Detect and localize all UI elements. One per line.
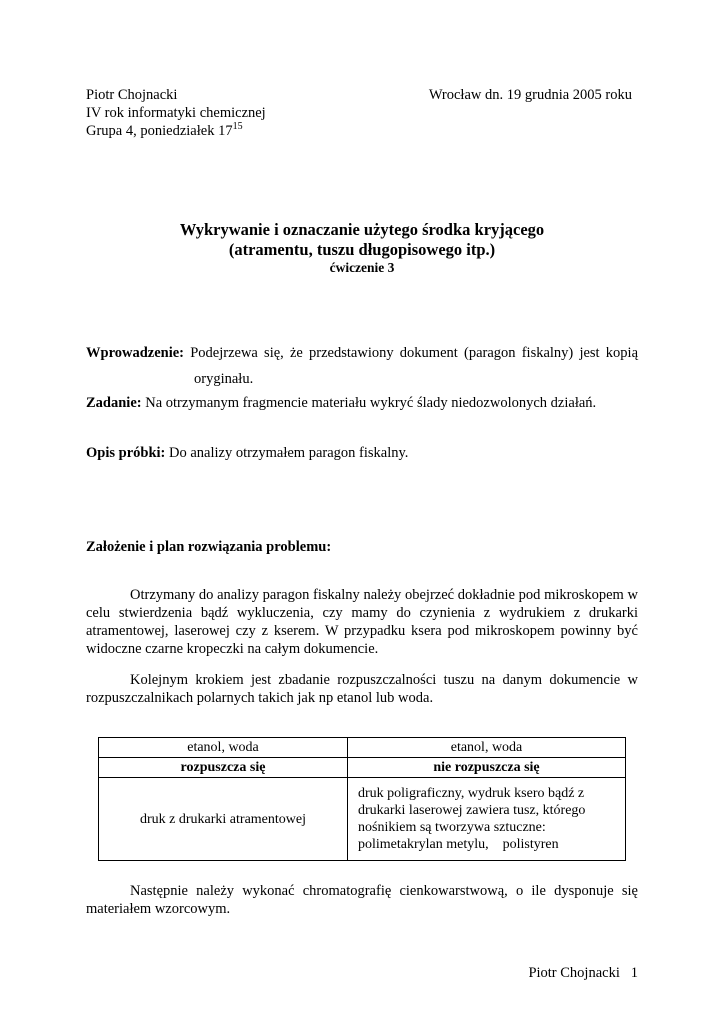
group-time-sup: 15 [232, 121, 243, 132]
footer-author: Piotr Chojnacki [528, 965, 620, 981]
page-footer [480, 964, 638, 982]
paragraph-chromatography: Następnie należy wykonać chromatografię cienkowarstwową, o ile dysponuje się materiałem wzorcowym. [86, 883, 638, 917]
introduction-text-1: Podejrzewa się, że przedstawiony dokument (paragon fiskalny) jest kopią [190, 345, 639, 361]
introduction [86, 344, 638, 392]
table-cell [348, 778, 626, 861]
table-cell: etanol, woda [99, 738, 348, 758]
study-year: IV rok informatyki chemicznej [86, 105, 266, 121]
sample-text: Do analizy otrzymałem paragon fiskalny. [169, 445, 409, 461]
paragraph-solubility: Kolejnym krokiem jest zbadanie rozpuszczalności tuszu na danym dokumencie w rozpuszczalnikach polarnych takich jak np etanol lub woda. [86, 672, 638, 706]
exercise-label: ćwiczenie 3 [329, 260, 395, 275]
title-line-1: Wykrywanie i oznaczanie użytego środka kryjącego [179, 220, 545, 239]
task [86, 394, 638, 412]
group-text: Grupa 4, poniedziałek 17 [86, 123, 233, 139]
group-line [86, 122, 386, 140]
table-row [99, 778, 626, 861]
table-cell-line: druk poligraficzny, wydruk ksero bądź z [358, 786, 585, 801]
author-block [86, 86, 386, 140]
introduction-line-1 [86, 344, 638, 366]
title-line-2: (atramentu, tuszu długopisowego itp.) [228, 240, 496, 259]
table-cell: druk z drukarki atramentowej [99, 778, 348, 861]
page-number: 1 [630, 965, 638, 981]
place-date: Wrocław dn. 19 grudnia 2005 roku [428, 87, 632, 103]
introduction-label: Wprowadzenie: [86, 345, 185, 361]
table-cell: rozpuszcza się [99, 758, 348, 778]
solubility-table [98, 737, 626, 861]
introduction-text-2: oryginału. [194, 371, 254, 387]
paragraph-microscope: Otrzymany do analizy paragon fiskalny należy obejrzeć dokładnie pod mikroskopem w celu stwierdzenia bądź wykluczenia, czy mamy do czynienia z wydrukiem z drukarki atramentowej, laserowej czy z kserem. W przypadku ksera pod mikroskopem powinny być widoczne czarne kropeczki na całym dokumencie. [86, 587, 638, 657]
sample-label: Opis próbki: [86, 445, 166, 461]
table-cell-line: drukarki laserowej zawiera tusz, którego [358, 803, 586, 818]
section-heading: Założenie i plan rozwiązania problemu: [86, 539, 332, 555]
table-row [99, 738, 626, 758]
table-cell-line: nośnikiem są tworzywa sztuczne: [358, 820, 546, 835]
document-title [86, 220, 638, 276]
table-cell-line: polimetakrylan metylu, polistyren [358, 837, 559, 852]
author-name: Piotr Chojnacki [86, 87, 178, 103]
sample-description [86, 444, 638, 462]
table-cell: nie rozpuszcza się [348, 758, 626, 778]
table-row [99, 758, 626, 778]
task-text: Na otrzymanym fragmencie materiału wykryć ślady niedozwolonych działań. [145, 395, 597, 411]
table-cell: etanol, woda [348, 738, 626, 758]
task-label: Zadanie: [86, 395, 142, 411]
